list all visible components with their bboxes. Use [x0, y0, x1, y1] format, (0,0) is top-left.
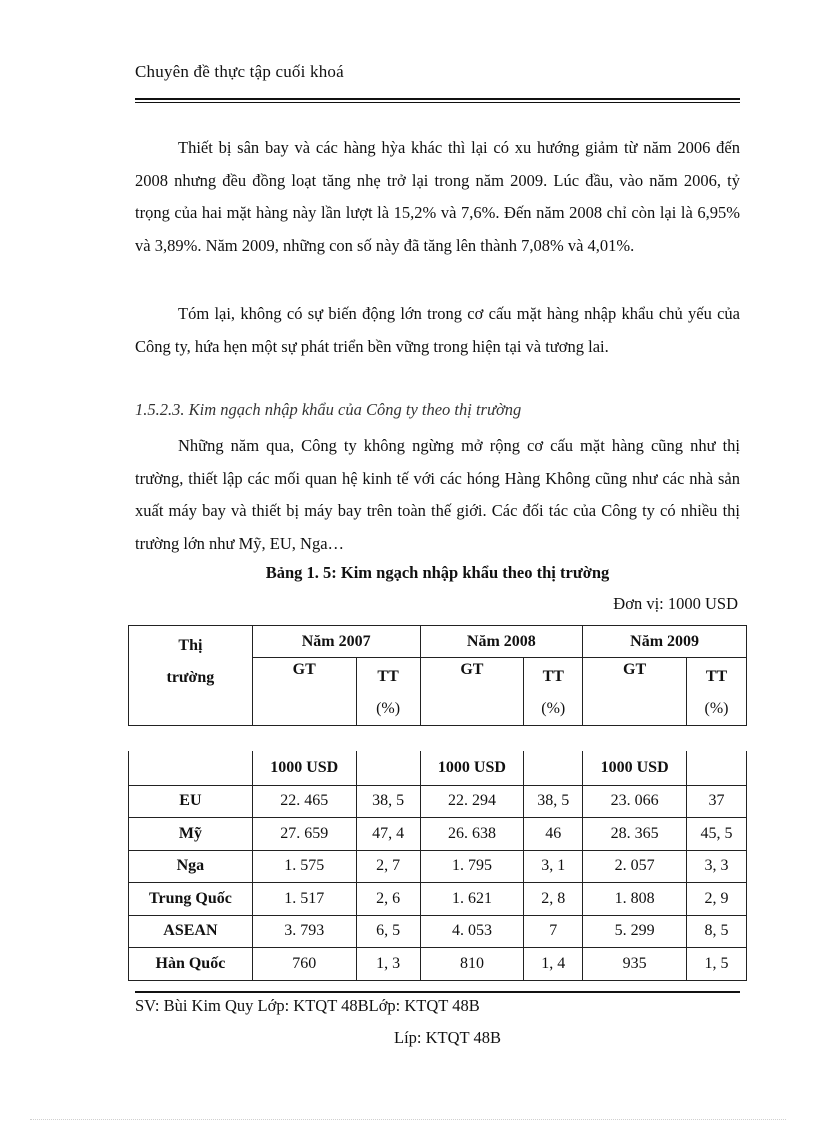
value-2009: 23. 066 [583, 785, 687, 818]
market-column-header [129, 626, 253, 726]
share-2007: 6, 5 [356, 915, 420, 948]
footer-rule [135, 991, 740, 993]
value-2007: 27. 659 [252, 818, 356, 851]
market-name: EU [129, 785, 253, 818]
share-2009: 45, 5 [687, 818, 747, 851]
value-2008: 4. 053 [420, 915, 524, 948]
value-2007: 760 [252, 948, 356, 981]
tt-header-2008 [524, 658, 583, 726]
unit-cell-2008: 1000 USD [420, 751, 524, 785]
footer-student-info: SV: Bùi Kim Quy Lớp: KTQT 48BLớp: KTQT 48B [135, 996, 480, 1015]
unit-row-empty [524, 751, 583, 785]
table-body [128, 751, 747, 981]
value-2008: 26. 638 [420, 818, 524, 851]
unit-cell-2007: 1000 USD [252, 751, 356, 785]
value-2007: 3. 793 [252, 915, 356, 948]
paragraph-2: Tóm lại, không có sự biến động lớn trong cơ cấu mặt hàng nhập khẩu chủ yếu của Công ty, hứa hẹn một sự phát triển bền vững trong hiện tại và tương lai. [135, 304, 740, 356]
value-2008: 1. 621 [420, 883, 524, 916]
gt-header-2007: GT [252, 658, 356, 726]
paragraph-1: Thiết bị sân bay và các hàng hỳa khác thì lại có xu hướng giảm từ năm 2006 đến 2008 nhưng đều đồng loạt tăng nhẹ trở lại trong năm 2009. Lúc đầu, vào năm 2006, tỷ trọng của hai mặt hàng này lần lượt là 15,2% và 7,6%. Đến năm 2008 chỉ còn lại là 6,95% và 3,89%. Năm 2009, những con số này đã tăng lên thành 7,08% và 4,01%. [135, 138, 740, 255]
tt-header-2009 [687, 658, 747, 726]
table-row [129, 850, 747, 883]
value-2008: 810 [420, 948, 524, 981]
tt-header-2007 [356, 658, 420, 726]
share-2009: 2, 9 [687, 883, 747, 916]
table-row [129, 948, 747, 981]
market-name: Trung Quốc [129, 883, 253, 916]
table-row [129, 785, 747, 818]
value-2007: 1. 517 [252, 883, 356, 916]
value-2007: 1. 575 [252, 850, 356, 883]
paragraph-3: Những năm qua, Công ty không ngừng mở rộng cơ cấu mặt hàng cũng như thị trường, thiết lập các mối quan hệ kinh tế với các hóng Hàng Không cũng như các nhà sản xuất máy bay và thiết bị máy bay trên toàn thế giới. Các đối tác của Công ty có nhiều thị trường lớn như Mỹ, EU, Nga… [135, 436, 740, 553]
share-2008: 7 [524, 915, 583, 948]
value-2008: 22. 294 [420, 785, 524, 818]
section-subheading: 1.5.2.3. Kim ngạch nhập khẩu của Công ty theo thị trường [135, 400, 522, 419]
share-2008: 46 [524, 818, 583, 851]
share-2009: 3, 3 [687, 850, 747, 883]
market-header-line1: Thị [178, 637, 203, 654]
year-header-2007: Năm 2007 [252, 626, 420, 658]
share-2009: 37 [687, 785, 747, 818]
tt-label: TT [542, 668, 564, 685]
year-header-2009: Năm 2009 [583, 626, 747, 658]
tt-percent-label: (%) [541, 700, 566, 717]
unit-row-empty [129, 751, 253, 785]
share-2007: 38, 5 [356, 785, 420, 818]
tt-label: TT [705, 668, 728, 685]
value-2009: 1. 808 [583, 883, 687, 916]
share-2008: 1, 4 [524, 948, 583, 981]
unit-row-empty [356, 751, 420, 785]
gt-header-2008: GT [420, 658, 524, 726]
header-rule-thin [135, 102, 740, 103]
table-caption: Bảng 1. 5: Kim ngạch nhập khẩu theo thị trường [265, 563, 610, 582]
value-2009: 5. 299 [583, 915, 687, 948]
footer-class-info: Líp: KTQT 48B [394, 1028, 501, 1047]
tt-percent-label: (%) [704, 700, 729, 717]
header-rule-thick [135, 98, 740, 100]
unit-row-empty [687, 751, 747, 785]
table-header [128, 625, 747, 726]
market-header-line2: trường [166, 669, 215, 686]
share-2009: 8, 5 [687, 915, 747, 948]
tt-label: TT [377, 668, 399, 685]
value-2008: 1. 795 [420, 850, 524, 883]
share-2008: 2, 8 [524, 883, 583, 916]
share-2007: 47, 4 [356, 818, 420, 851]
unit-row [129, 751, 747, 785]
unit-cell-2009: 1000 USD [583, 751, 687, 785]
value-2009: 935 [583, 948, 687, 981]
value-2009: 28. 365 [583, 818, 687, 851]
share-2008: 38, 5 [524, 785, 583, 818]
market-name: Nga [129, 850, 253, 883]
market-name: Mỹ [129, 818, 253, 851]
market-name: ASEAN [129, 915, 253, 948]
tt-percent-label: (%) [376, 700, 401, 717]
share-2009: 1, 5 [687, 948, 747, 981]
table-row [129, 883, 747, 916]
share-2007: 2, 7 [356, 850, 420, 883]
value-2009: 2. 057 [583, 850, 687, 883]
share-2008: 3, 1 [524, 850, 583, 883]
value-2007: 22. 465 [252, 785, 356, 818]
share-2007: 1, 3 [356, 948, 420, 981]
table-unit: Đơn vị: 1000 USD [613, 594, 738, 613]
page-header-title: Chuyên đề thực tập cuối khoá [135, 62, 344, 81]
page-bottom-border [30, 1119, 786, 1121]
market-name: Hàn Quốc [129, 948, 253, 981]
table-row [129, 915, 747, 948]
table-row [129, 818, 747, 851]
share-2007: 2, 6 [356, 883, 420, 916]
gt-header-2009: GT [583, 658, 687, 726]
year-header-2008: Năm 2008 [420, 626, 583, 658]
